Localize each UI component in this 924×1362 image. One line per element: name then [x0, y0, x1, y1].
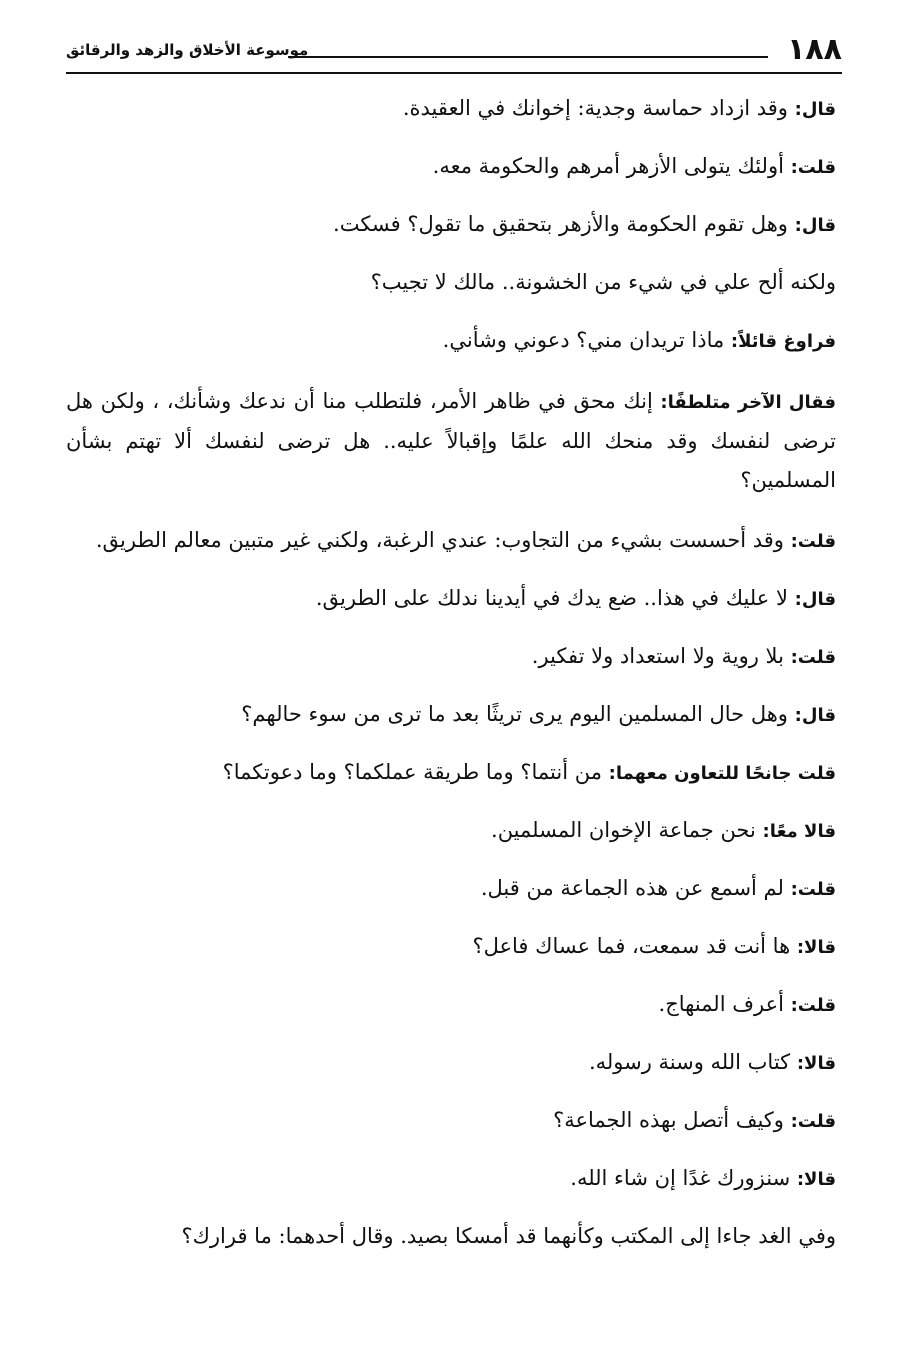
paragraph-text: وقد ازداد حماسة وجدية: إخوانك في العقيدة. — [402, 96, 795, 120]
paragraph — [66, 324, 836, 358]
paragraph — [66, 814, 836, 848]
paragraph-text: لا عليك في هذا.. ضع يدك في أيدينا ندلك على الطريق. — [315, 586, 795, 610]
paragraph-text: بلا روية ولا استعداد ولا تفكير. — [531, 644, 791, 668]
paragraph — [66, 92, 836, 126]
paragraph-text: وفي الغد جاءا إلى المكتب وكأنهما قد أمسكا بصيد. وقال أحدهما: ما قرارك؟ — [181, 1224, 836, 1248]
speaker-label: قلت: — [790, 879, 836, 900]
paragraph — [66, 1162, 836, 1196]
header-rule — [288, 56, 768, 58]
paragraph-text: وقد أحسست بشيء من التجاوب: عندي الرغبة، ولكني غير متبين معالم الطريق. — [95, 528, 791, 552]
paragraph-text: وهل تقوم الحكومة والأزهر بتحقيق ما تقول؟ فسكت. — [333, 212, 795, 236]
paragraph-text: ها أنت قد سمعت، فما عساك فاعل؟ — [472, 934, 797, 958]
paragraph — [66, 988, 836, 1022]
speaker-label: قال: — [794, 215, 836, 236]
paragraph-text: كتاب الله وسنة رسوله. — [588, 1050, 797, 1074]
paragraph — [66, 208, 836, 242]
page-header — [66, 30, 842, 74]
paragraph — [66, 640, 836, 674]
speaker-label: فقال الآخر متلطفًا: — [660, 392, 836, 413]
speaker-label: قال: — [794, 99, 836, 120]
paragraph — [66, 382, 836, 500]
paragraph-text: أولئك يتولى الأزهر أمرهم والحكومة معه. — [432, 154, 791, 178]
paragraph — [66, 930, 836, 964]
paragraph-text: من أنتما؟ وما طريقة عملكما؟ وما دعوتكما؟ — [222, 760, 609, 784]
speaker-label: قالا: — [796, 937, 836, 958]
speaker-label: قلت: — [790, 647, 836, 668]
paragraph — [66, 1220, 836, 1254]
speaker-label: قلت: — [790, 531, 836, 552]
paragraph — [66, 150, 836, 184]
speaker-label: فراوغ قائلاً: — [730, 331, 836, 352]
paragraph-text: نحن جماعة الإخوان المسلمين. — [491, 818, 763, 842]
paragraph — [66, 1104, 836, 1138]
paragraph — [66, 582, 836, 616]
speaker-label: قلت: — [790, 1111, 836, 1132]
paragraph-text: أعرف المنهاج. — [658, 992, 791, 1016]
running-title: موسوعة الأخلاق والزهد والرقائق — [66, 41, 309, 59]
paragraph-text: إنك محق في ظاهر الأمر، فلتطلب منا أن ندعك وشأنك، ، ولكن هل ترضى لنفسك وقد منحك الله علمًا وإقبالاً عليه.. هل ترضى لنفسك ألا تهتم بشأن المسلمين؟ — [66, 389, 836, 492]
page-body — [66, 92, 836, 1278]
paragraph-text: ماذا تريدان مني؟ دعوني وشأني. — [442, 328, 731, 352]
paragraph-text: سنزورك غدًا إن شاء الله. — [570, 1166, 797, 1190]
paragraph-text: ولكنه ألح علي في شيء من الخشونة.. مالك لا تجيب؟ — [370, 270, 836, 294]
header-underline — [66, 72, 842, 74]
paragraph — [66, 698, 836, 732]
paragraph — [66, 756, 836, 790]
paragraph-text: وهل حال المسلمين اليوم يرى تريثًا بعد ما ترى من سوء حالهم؟ — [241, 702, 795, 726]
speaker-label: قالا معًا: — [762, 821, 836, 842]
paragraph — [66, 524, 836, 558]
speaker-label: قالا: — [796, 1169, 836, 1190]
speaker-label: قلت: — [790, 995, 836, 1016]
speaker-label: قلت: — [790, 157, 836, 178]
paragraph-text: وكيف أتصل بهذه الجماعة؟ — [553, 1108, 791, 1132]
paragraph — [66, 266, 836, 300]
speaker-label: قالا: — [796, 1053, 836, 1074]
speaker-label: قلت جانحًا للتعاون معهما: — [608, 763, 836, 784]
paragraph-text: لم أسمع عن هذه الجماعة من قبل. — [480, 876, 791, 900]
page-number: ١٨٨ — [787, 32, 842, 67]
speaker-label: قال: — [794, 589, 836, 610]
paragraph — [66, 1046, 836, 1080]
paragraph — [66, 872, 836, 906]
speaker-label: قال: — [794, 705, 836, 726]
